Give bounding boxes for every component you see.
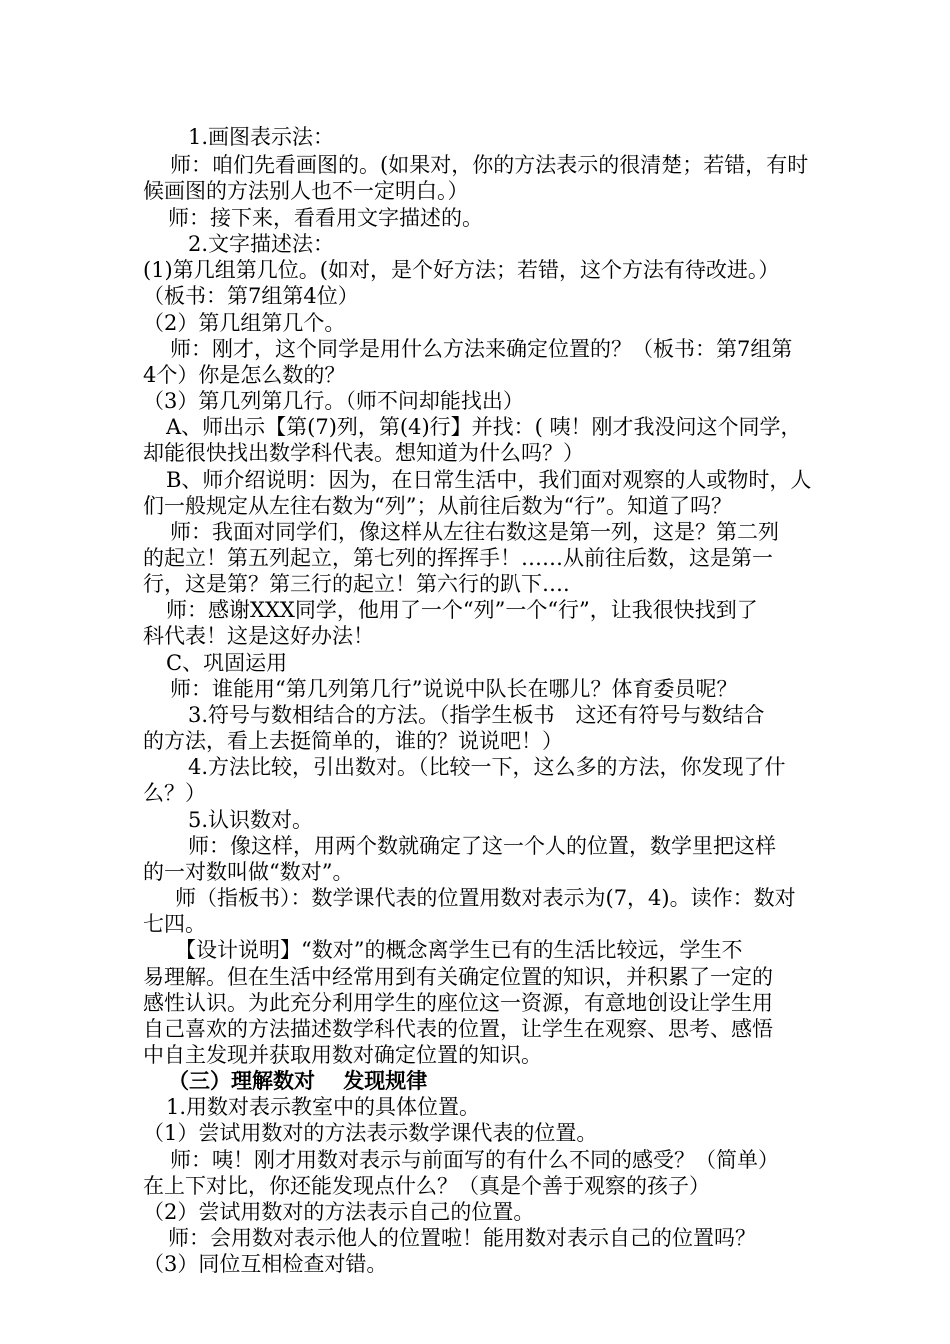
text-line: 师：刚才，这个同学是用什么方法来确定位置的？（板书：第7组第	[170, 337, 793, 361]
text-line: 科代表！这是这好办法！	[143, 624, 374, 648]
design-note: 自己喜欢的方法描述数学科代表的位置，让学生在观察、思考、感悟	[143, 1017, 773, 1041]
heading-text-method: 2.文字描述法：	[188, 232, 335, 256]
text-line: A、师出示【第(7)列，第(4)行】并找：( 咦！刚才我没问这个同学，	[166, 415, 802, 439]
design-note: 感性认识。为此充分利用学生的座位这一资源，有意地创设让学生用	[143, 991, 773, 1015]
text-line: 却能很快找出数学科代表。想知道为什么吗？）	[143, 441, 584, 465]
design-note: 【设计说明】“数对”的概念离学生已有的生活比较远，学生不	[175, 938, 743, 962]
design-note: 易理解。但在生活中经常用到有关确定位置的知识，并积累了一定的	[143, 965, 773, 989]
text-line: 师：我面对同学们，像这样从左往右数这是第一列，这是？第二列	[170, 520, 779, 544]
heading-symbol-method: 3.符号与数相结合的方法。（指学生板书 这还有符号与数结合	[188, 703, 765, 727]
text-line: （3）第几列第几行。（师不问却能找出）	[143, 389, 524, 413]
text-line: 七四。	[143, 912, 206, 936]
text-line: （1）尝试用数对的方法表示数学课代表的位置。	[143, 1121, 598, 1145]
text-line: 的方法，看上去挺简单的，谁的？说说吧！）	[143, 729, 563, 753]
text-line: 4个）你是怎么数的？	[143, 363, 346, 387]
text-line: (1)第几组第几位。(如对，是个好方法；若错，这个方法有待改进。）	[143, 258, 780, 282]
design-note: 中自主发现并获取用数对确定位置的知识。	[143, 1043, 542, 1067]
text-line: C、巩固运用	[166, 651, 288, 675]
text-line: （板书：第7组第4位）	[143, 284, 359, 308]
text-line: B、师介绍说明：因为，在日常生活中，我们面对观察的人或物时，人	[166, 468, 812, 492]
heading-compare-methods: 4.方法比较，引出数对。（比较一下，这么多的方法，你发现了什	[188, 755, 786, 779]
text-line: 师：接下来，看看用文字描述的。	[168, 206, 483, 230]
text-line: 在上下对比，你还能发现点什么？（真是个善于观察的孩子）	[143, 1174, 710, 1198]
text-line: 师：像这样，用两个数就确定了这一个人的位置，数学里把这样	[188, 834, 776, 858]
heading-drawing-method: 1.画图表示法：	[188, 125, 335, 149]
text-line: 师：咱们先看画图的。(如果对，你的方法表示的很清楚；若错，有时	[170, 153, 809, 177]
section-heading: （三）理解数对 发现规律	[168, 1068, 428, 1093]
text-line: 的起立！第五列起立，第七列的挥挥手！……从前往后数，这是第一	[143, 546, 773, 570]
text-line: 么？）	[143, 781, 206, 805]
text-line: 师（指板书）：数学课代表的位置用数对表示为(7，4)。读作：数对	[175, 886, 796, 910]
text-line: （2）尝试用数对的方法表示自己的位置。	[143, 1200, 535, 1224]
text-line: 师：谁能用“第几列第几行”说说中队长在哪儿？体育委员呢？	[170, 677, 738, 701]
text-line: 的一对数叫做“数对”。	[143, 860, 354, 884]
text-line: 行，这是第？第三行的起立！第六行的趴下….	[143, 572, 570, 596]
heading-know-number-pair: 5.认识数对。	[188, 808, 314, 832]
text-line: （3）同位互相检查对错。	[143, 1252, 388, 1276]
text-line: 师：会用数对表示他人的位置啦！能用数对表示自己的位置吗？	[168, 1226, 756, 1250]
text-line: 1.用数对表示教室中的具体位置。	[166, 1095, 481, 1119]
text-line: （2）第几组第几个。	[143, 311, 346, 335]
text-line: 们一般规定从左往右数为“列”；从前往后数为“行”。知道了吗？	[143, 494, 732, 518]
text-line: 候画图的方法别人也不一定明白。）	[143, 179, 469, 203]
text-line: 师：感谢XXX同学，他用了一个“列”一个“行”，让我很快找到了	[166, 598, 758, 622]
text-line: 师：咦！刚才用数对表示与前面写的有什么不同的感受？（简单）	[170, 1148, 779, 1172]
